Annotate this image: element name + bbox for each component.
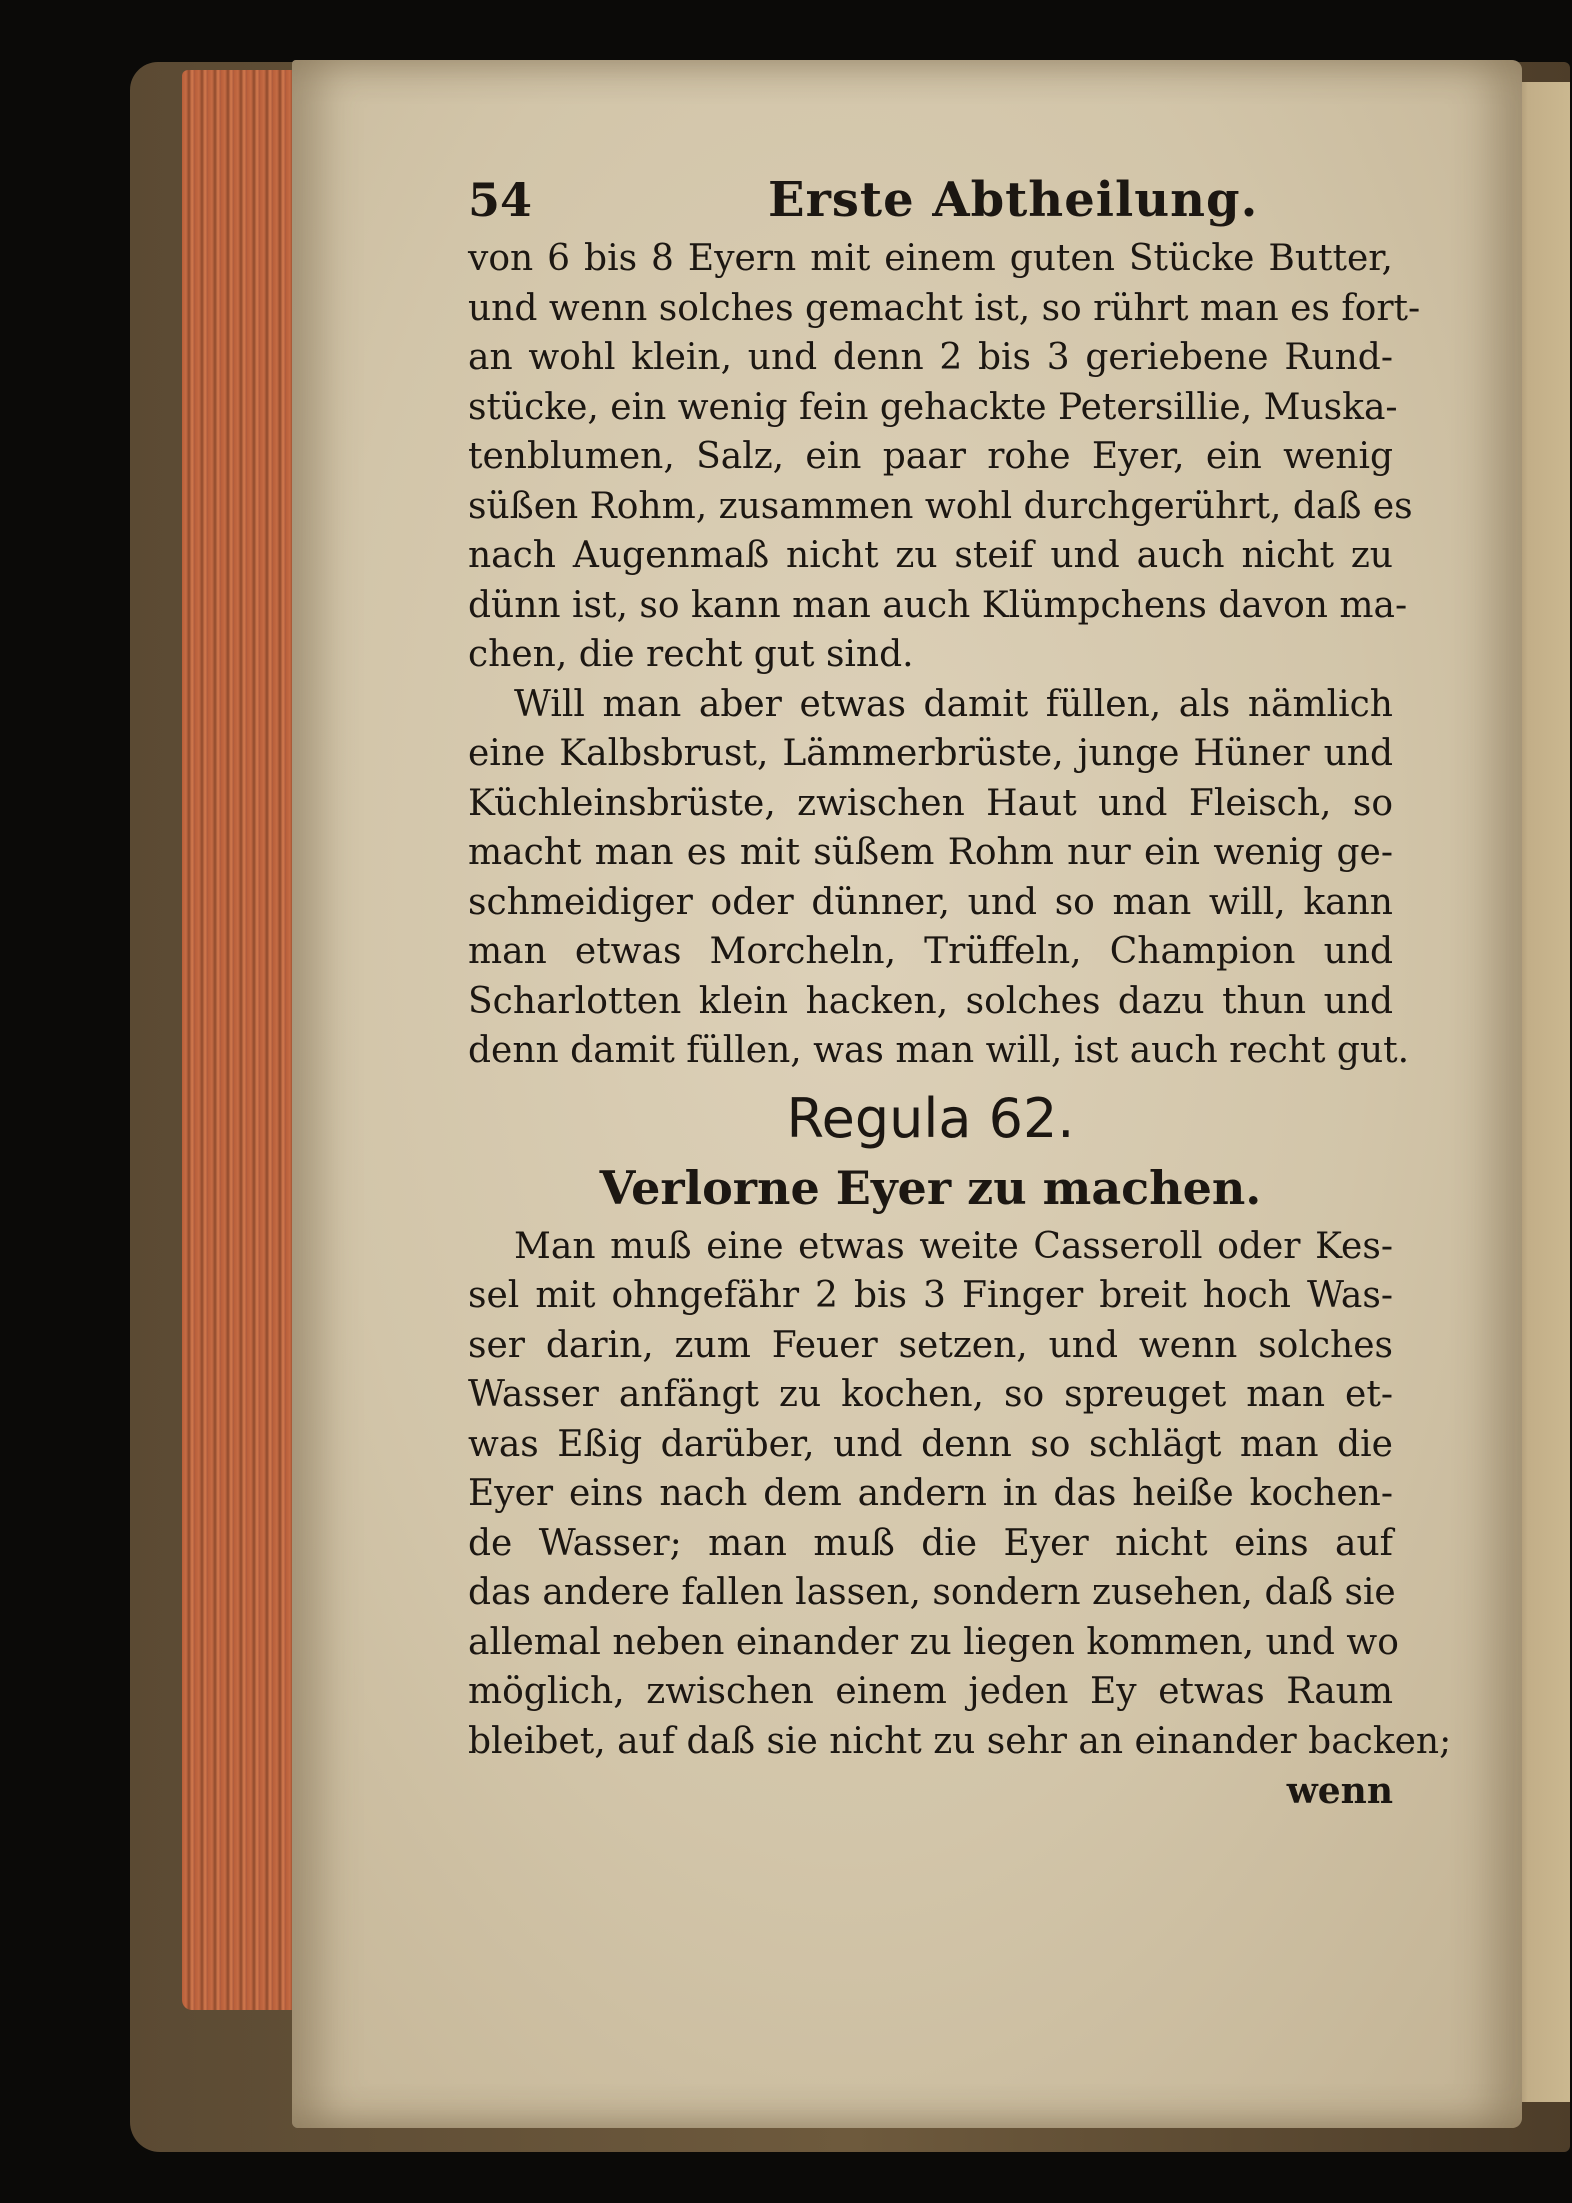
running-head: Erste Abtheilung. (768, 172, 1259, 228)
text-line: tenblumen, Salz, ein paar rohe Eyer, ein wenig (468, 436, 1393, 477)
text-line: denn damit füllen, was man will, ist auch recht gut. (468, 1030, 1410, 1071)
text-line: das andere fallen lassen, sondern zusehen, daß sie (468, 1572, 1396, 1613)
page-edges (182, 70, 298, 2010)
text-line: allemal neben einander zu liegen kommen, und wo (468, 1621, 1399, 1663)
paragraph-2 (468, 680, 1410, 1076)
text-line: ser darin, zum Feuer setzen, und wenn solches (468, 1324, 1393, 1366)
catchword: wenn (1286, 1770, 1393, 1812)
text-line: an wohl klein, und denn 2 bis 3 geriebene Rund- (468, 337, 1393, 378)
page-text (468, 172, 1452, 1816)
text-line: Scharlotten klein hacken, solches dazu thun und (468, 980, 1393, 1022)
paragraph-1 (468, 234, 1421, 680)
text-line: Will man aber etwas damit füllen, als nämlich (514, 683, 1393, 725)
text-line: dünn ist, so kann man auch Klümpchens davon ma- (468, 584, 1408, 626)
page-number: 54 (468, 173, 533, 227)
text-line: süßen Rohm, zusammen wohl durchgerührt, daß es (468, 485, 1413, 527)
text-line: von 6 bis 8 Eyern mit einem guten Stücke Butter, (468, 238, 1393, 279)
text-line: eine Kalbsbrust, Lämmerbrüste, junge Hüner und (468, 733, 1393, 774)
text-line: nach Augenmaß nicht zu steif und auch nicht zu (468, 535, 1393, 576)
text-line: Eyer eins nach dem andern in das heiße kochen- (468, 1473, 1393, 1514)
rule-title: Regula 62. (786, 1086, 1075, 1150)
text-line: was Eßig darüber, und denn so schlägt man die (468, 1423, 1393, 1465)
text-line: Küchleinsbrüste, zwischen Haut und Fleisch, so (468, 782, 1393, 824)
text-line: man etwas Morcheln, Trüffeln, Champion und (468, 931, 1393, 972)
text-line: stücke, ein wenig fein gehackte Petersillie, Muska- (468, 386, 1398, 428)
text-line: sel mit ohngefähr 2 bis 3 Finger breit hoch Was- (468, 1275, 1393, 1316)
text-line: bleibet, auf daß sie nicht zu sehr an einander backen; (468, 1720, 1452, 1762)
text-line: und wenn solches gemacht ist, so rührt man es fort- (468, 287, 1421, 329)
text-line: de Wasser; man muß die Eyer nicht eins auf (468, 1522, 1393, 1564)
text-line: chen, die recht gut sind. (468, 634, 914, 675)
paragraph-3 (468, 1222, 1452, 1767)
text-line: Wasser anfängt zu kochen, so spreuget man et- (468, 1374, 1393, 1415)
text-line: Man muß eine etwas weite Casseroll oder Kes- (514, 1225, 1393, 1267)
text-line: schmeidiger oder dünner, und so man will, kann (468, 881, 1393, 923)
text-line: macht man es mit süßem Rohm nur ein wenig ge- (468, 832, 1393, 873)
text-line: möglich, zwischen einem jeden Ey etwas Raum (468, 1671, 1393, 1712)
page-header (468, 172, 1393, 234)
rule-subtitle: Verlorne Eyer zu machen. (599, 1160, 1262, 1215)
